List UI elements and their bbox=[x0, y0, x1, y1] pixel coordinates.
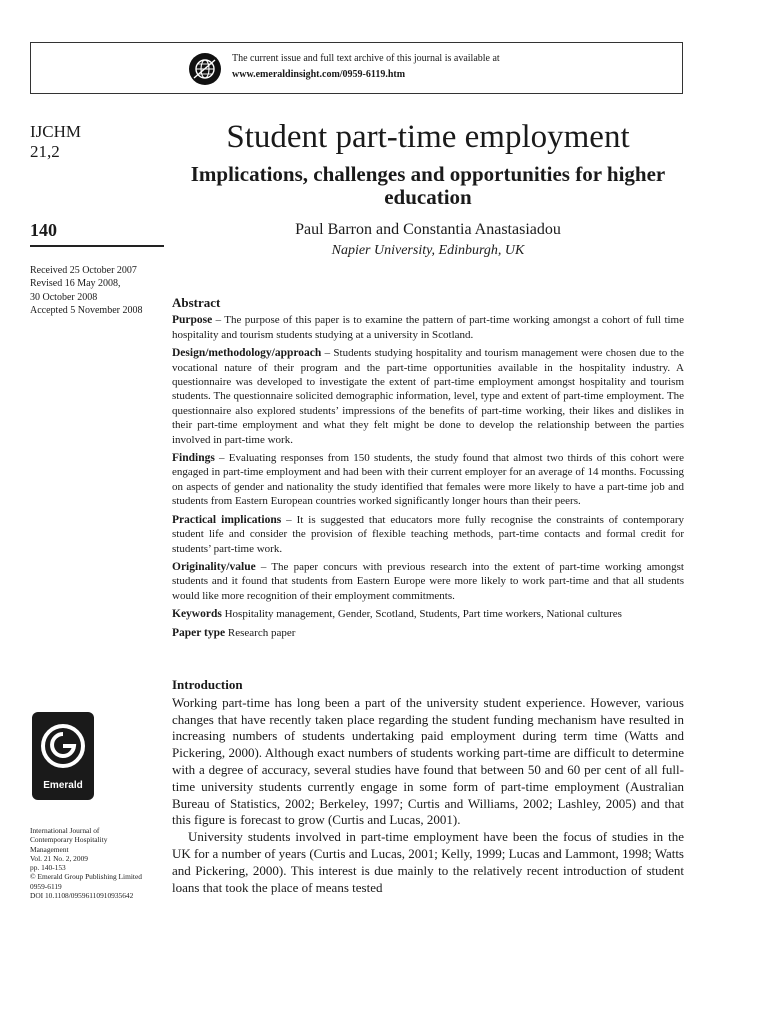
author-affiliation: Napier University, Edinburgh, UK bbox=[331, 243, 525, 258]
pubinfo-line: Management bbox=[30, 844, 69, 854]
submission-dates bbox=[30, 264, 142, 317]
pubinfo-line: 0959-6119 bbox=[30, 881, 62, 891]
article-subtitle: Implications, challenges and opportunities for higher education bbox=[190, 162, 666, 209]
introduction-paragraph: University students involved in part-time employment have been the focus of studies in the UK for a number of years (Curtis and Lucas, 2001; Kelly, 1999; Lucas and Lammont, 1998; Watts and Pickering, 2000). This interest is due mainly to the relatively recent introduction of student loans that took the place of means tested bbox=[172, 829, 684, 895]
publication-info bbox=[30, 826, 170, 900]
introduction-heading: Introduction bbox=[172, 677, 243, 692]
paper-type-text: Research paper bbox=[225, 626, 296, 639]
design-label: Design/methodology/approach bbox=[172, 347, 322, 360]
introduction-section bbox=[172, 677, 684, 896]
keywords-label: Keywords bbox=[172, 608, 222, 621]
design-text: – Students studying hospitality and tourism management were chosen due to the vocational nature of their program and the part-time opportunities available in the hospitality industry. A questionnaire was developed to investigate the extent of part-time employment amongst hospitality and tourism students. The questionnaire solicited demographic information, level, type and extent of part-time employment. The questionnaire also explored students’ impressions of the benefits of part-time working, their likes and dislikes in their part-time employment and what they felt might be done to develop the relationship between the parties involved in part-time work. bbox=[172, 347, 684, 446]
abstract-section bbox=[172, 296, 684, 644]
pubinfo-line: Contemporary Hospitality bbox=[30, 835, 108, 845]
practical-label: Practical implications bbox=[172, 513, 282, 526]
practical-text: – It is suggested that educators more fully recognise the constraints of contemporary student life and consider the provision of flexible teaching methods, part-time contacts and formal credit for students’ part-time work. bbox=[172, 513, 684, 555]
doi-text: DOI 10.1108/09596110910935642 bbox=[30, 891, 134, 901]
abstract-paper-type bbox=[172, 626, 684, 640]
abstract-design bbox=[172, 346, 684, 447]
sidebar-divider bbox=[30, 245, 164, 247]
pubinfo-line: pp. 140-153 bbox=[30, 863, 66, 873]
journal-access-banner bbox=[30, 42, 683, 94]
page-number: 140 bbox=[30, 220, 57, 240]
abstract-findings bbox=[172, 451, 684, 509]
article-authors: Paul Barron and Constantia Anastasiadou bbox=[295, 221, 561, 238]
emerald-wordmark: Emerald bbox=[43, 780, 83, 791]
findings-text: – Evaluating responses from 150 students, the study found that almost two thirds of this cohort were engaged in part-time employment and had been with their current employer for an average of 14 months. Focussing on aspects of gender and nationality the study identified that females were more likely to have a part-time job and students from Eastern European countries worked significantly longer hours than their peers. bbox=[172, 452, 684, 508]
article-title: Student part-time employment bbox=[226, 119, 630, 155]
archive-notice: The current issue and full text archive of this journal is available at bbox=[232, 53, 500, 64]
accepted-date: Accepted 5 November 2008 bbox=[30, 304, 143, 316]
pubinfo-line: International Journal of bbox=[30, 826, 100, 835]
abstract-originality bbox=[172, 560, 684, 603]
purpose-label: Purpose bbox=[172, 314, 213, 327]
globe-icon bbox=[189, 53, 221, 85]
emerald-logo bbox=[32, 712, 94, 800]
findings-label: Findings bbox=[172, 452, 215, 465]
emerald-swirl-icon bbox=[40, 720, 86, 774]
revised-date: Revised 16 May 2008, bbox=[30, 278, 121, 290]
originality-text: – The paper concurs with previous research into the extent of part-time working amongst students and it found that students from Eastern Europe were more likely to work part-time and that all students would like more recognition of their employment commitments. bbox=[172, 560, 684, 602]
abstract-keywords bbox=[172, 607, 684, 621]
keywords-text: Hospitality management, Gender, Scotland, Students, Part time workers, National cultures bbox=[221, 608, 622, 621]
revised-date-2: 30 October 2008 bbox=[30, 291, 98, 303]
introduction-paragraph: Working part-time has long been a part of the university student experience. However, various changes that have recently taken place regarding the student funding mechanism have resulted in increasing numbers of students undertaking paid employment during term time (Watts and Pickering, 2000). Although exact numbers of students working part-time are difficult to determine with a degree of accuracy, several studies have found that between 50 and 60 per cent of all full-time university students currently engage in some form of part-time employment (Australian Bureau of Statistics, 2002; Berkeley, 1997; Curtis and Williams, 2002; Lashley, 2005) and that this figure is forecast to grow (Curtis and Lucas, 2001). bbox=[172, 694, 684, 828]
journal-info bbox=[30, 122, 81, 162]
received-date: Received 25 October 2007 bbox=[30, 265, 137, 276]
abstract-purpose bbox=[172, 313, 684, 342]
originality-label: Originality/value bbox=[172, 560, 256, 573]
abstract-heading: Abstract bbox=[172, 295, 221, 310]
journal-url-link[interactable]: www.emeraldinsight.com/0959-6119.htm bbox=[232, 69, 406, 80]
pubinfo-line: Vol. 21 No. 2, 2009 bbox=[30, 853, 88, 863]
purpose-text: – The purpose of this paper is to examine the pattern of part-time working amongst a cohort of full time hospitality and tourism students studying at a university in Scotland. bbox=[172, 314, 684, 341]
journal-code: IJCHM bbox=[30, 122, 82, 141]
pubinfo-line: © Emerald Group Publishing Limited bbox=[30, 872, 142, 882]
abstract-practical bbox=[172, 513, 684, 556]
journal-volume: 21,2 bbox=[30, 142, 60, 161]
paper-type-label: Paper type bbox=[172, 626, 226, 639]
